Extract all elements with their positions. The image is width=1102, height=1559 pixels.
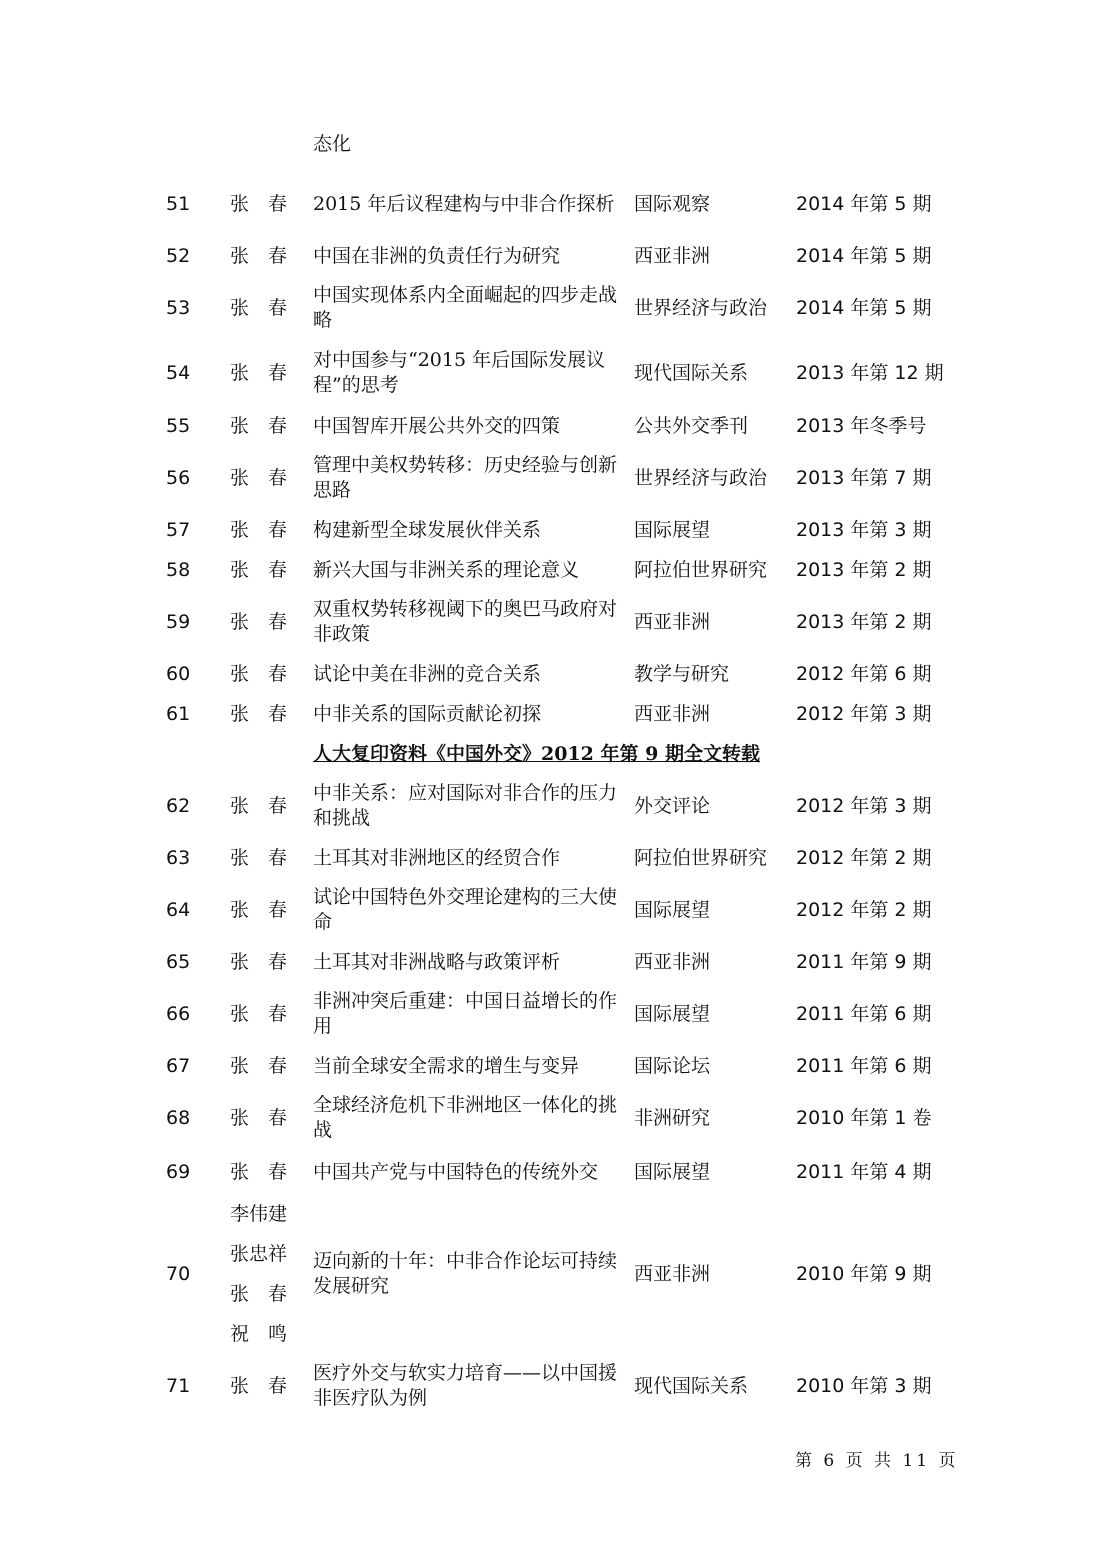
author: 张 春 — [230, 1054, 288, 1077]
journal: 现代国际关系 — [634, 1374, 749, 1397]
author: 张 春 — [230, 296, 288, 319]
issue: 2014 年第 5 期 — [796, 244, 932, 267]
paper-title: 双重权势转移视阈下的奥巴马政府对非政策 — [313, 598, 618, 645]
row-number: 69 — [166, 1160, 191, 1183]
issue: 2014 年第 5 期 — [796, 192, 932, 215]
author: 李伟建 — [230, 1203, 288, 1225]
author: 张 春 — [230, 466, 288, 489]
paper-title: 中国实现体系内全面崛起的四步走战略 — [313, 284, 618, 331]
paper-title: 土耳其对非洲战略与政策评析 — [313, 950, 561, 973]
journal: 公共外交季刊 — [634, 414, 749, 437]
author: 张 春 — [230, 1160, 288, 1183]
issue: 2012 年第 6 期 — [796, 662, 932, 685]
author: 张 春 — [230, 898, 288, 921]
issue: 2013 年第 2 期 — [796, 610, 932, 633]
reprint-notice-row — [150, 734, 950, 774]
table-row — [150, 774, 950, 838]
row-number: 59 — [166, 610, 191, 633]
row-number: 66 — [166, 1002, 191, 1025]
table-row — [150, 406, 950, 446]
author: 张 春 — [230, 1374, 288, 1397]
issue: 2012 年第 3 期 — [796, 702, 932, 725]
author: 张 春 — [230, 1283, 288, 1305]
journal: 国际论坛 — [634, 1054, 711, 1077]
paper-title: 管理中美权势转移：历史经验与创新思路 — [313, 454, 618, 501]
paper-title: 中国在非洲的负责任行为研究 — [313, 244, 561, 267]
journal: 国际观察 — [634, 192, 711, 215]
author: 张忠祥 — [230, 1243, 288, 1265]
table-row — [150, 694, 950, 734]
paper-title: 迈向新的十年：中非合作论坛可持续发展研究 — [313, 1250, 618, 1297]
paper-title: 非洲冲突后重建：中国日益增长的作用 — [313, 990, 618, 1037]
journal: 外交评论 — [634, 794, 711, 817]
paper-title: 土耳其对非洲地区的经贸合作 — [313, 846, 561, 869]
issue: 2010 年第 3 期 — [796, 1374, 932, 1397]
page-footer: 第 6 页 共 11 页 — [795, 1451, 959, 1471]
table-row — [150, 878, 950, 942]
row-number: 54 — [166, 361, 191, 384]
issue: 2012 年第 3 期 — [796, 794, 932, 817]
publication-table — [150, 172, 950, 1418]
journal: 教学与研究 — [634, 662, 730, 685]
row-number: 53 — [166, 296, 191, 319]
paper-title: 医疗外交与软实力培育——以中国援非医疗队为例 — [313, 1362, 618, 1409]
issue: 2013 年第 3 期 — [796, 518, 932, 541]
row-number: 55 — [166, 414, 191, 437]
row-number: 65 — [166, 950, 191, 973]
author: 张 春 — [230, 846, 288, 869]
issue: 2014 年第 5 期 — [796, 296, 932, 319]
paper-title: 对中国参与“2015 年后国际发展议程”的思考 — [313, 349, 606, 396]
issue: 2011 年第 4 期 — [796, 1160, 932, 1183]
journal: 现代国际关系 — [634, 361, 749, 384]
journal: 国际展望 — [634, 1160, 711, 1183]
paper-title: 全球经济危机下非洲地区一体化的挑战 — [313, 1094, 618, 1141]
journal: 国际展望 — [634, 518, 711, 541]
author: 张 春 — [230, 950, 288, 973]
row-number: 67 — [166, 1054, 191, 1077]
journal: 西亚非洲 — [634, 610, 711, 633]
table-row — [150, 1150, 950, 1194]
issue: 2011 年第 9 期 — [796, 950, 932, 973]
table-row — [150, 236, 950, 276]
paper-title: 2015 年后议程建构与中非合作探析 — [313, 192, 615, 215]
row-number: 58 — [166, 558, 191, 581]
paper-title: 试论中国特色外交理论建构的三大使命 — [313, 886, 618, 933]
author: 张 春 — [230, 1002, 288, 1025]
row-number: 71 — [166, 1374, 191, 1397]
author: 张 春 — [230, 361, 288, 384]
row-number: 62 — [166, 794, 191, 817]
issue: 2011 年第 6 期 — [796, 1054, 932, 1077]
author: 张 春 — [230, 794, 288, 817]
table-row — [150, 942, 950, 982]
issue: 2013 年第 7 期 — [796, 466, 932, 489]
continuation-text: 态化 — [313, 133, 352, 155]
author: 张 春 — [230, 1106, 288, 1129]
row-number: 70 — [166, 1262, 191, 1285]
paper-title: 试论中美在非洲的竞合关系 — [313, 662, 542, 685]
paper-title: 当前全球安全需求的增生与变异 — [313, 1054, 580, 1077]
table-row — [150, 838, 950, 878]
table-row — [150, 276, 950, 340]
table-row — [150, 654, 950, 694]
journal: 西亚非洲 — [634, 702, 711, 725]
journal: 西亚非洲 — [634, 1262, 711, 1285]
paper-title: 构建新型全球发展伙伴关系 — [313, 518, 542, 541]
row-number: 64 — [166, 898, 191, 921]
issue: 2010 年第 9 期 — [796, 1262, 932, 1285]
table-row — [150, 550, 950, 590]
paper-title: 中国智库开展公共外交的四策 — [313, 414, 561, 437]
table-row — [150, 982, 950, 1046]
journal: 阿拉伯世界研究 — [634, 558, 768, 581]
journal: 国际展望 — [634, 1002, 711, 1025]
row-number: 63 — [166, 846, 191, 869]
table-row — [150, 340, 950, 406]
row-number: 51 — [166, 192, 191, 215]
author-list — [214, 1194, 313, 1354]
author: 张 春 — [230, 662, 288, 685]
paper-title: 中非关系的国际贡献论初探 — [313, 702, 542, 725]
author: 张 春 — [230, 558, 288, 581]
journal: 国际展望 — [634, 898, 711, 921]
row-number: 61 — [166, 702, 191, 725]
row-number: 57 — [166, 518, 191, 541]
table-row — [150, 1086, 950, 1150]
journal: 阿拉伯世界研究 — [634, 846, 768, 869]
author: 张 春 — [230, 702, 288, 725]
row-number: 68 — [166, 1106, 191, 1129]
table-row — [150, 510, 950, 550]
table-row — [150, 446, 950, 510]
issue: 2010 年第 1 卷 — [796, 1106, 932, 1129]
journal: 西亚非洲 — [634, 244, 711, 267]
journal: 世界经济与政治 — [634, 466, 768, 489]
paper-title: 新兴大国与非洲关系的理论意义 — [313, 558, 580, 581]
row-number: 60 — [166, 662, 191, 685]
author: 张 春 — [230, 192, 288, 215]
journal: 世界经济与政治 — [634, 296, 768, 319]
table-row — [150, 172, 950, 236]
table-row — [150, 1046, 950, 1086]
issue: 2012 年第 2 期 — [796, 846, 932, 869]
table-row — [150, 590, 950, 654]
author: 张 春 — [230, 414, 288, 437]
issue: 2012 年第 2 期 — [796, 898, 932, 921]
author: 张 春 — [230, 610, 288, 633]
paper-title: 中国共产党与中国特色的传统外交 — [313, 1160, 599, 1183]
author: 张 春 — [230, 244, 288, 267]
author: 祝 鸣 — [230, 1323, 288, 1345]
row-number: 56 — [166, 466, 191, 489]
issue: 2013 年第 12 期 — [796, 361, 944, 384]
issue: 2013 年第 2 期 — [796, 558, 932, 581]
issue: 2011 年第 6 期 — [796, 1002, 932, 1025]
table-row — [150, 1354, 950, 1418]
table-row — [150, 1194, 950, 1354]
author: 张 春 — [230, 518, 288, 541]
journal: 西亚非洲 — [634, 950, 711, 973]
paper-title: 中非关系：应对国际对非合作的压力和挑战 — [313, 782, 618, 829]
reprint-notice: 人大复印资料《中国外交》2012 年第 9 期全文转载 — [313, 742, 760, 765]
row-number: 52 — [166, 244, 191, 267]
journal: 非洲研究 — [634, 1106, 711, 1129]
issue: 2013 年冬季号 — [796, 414, 927, 437]
